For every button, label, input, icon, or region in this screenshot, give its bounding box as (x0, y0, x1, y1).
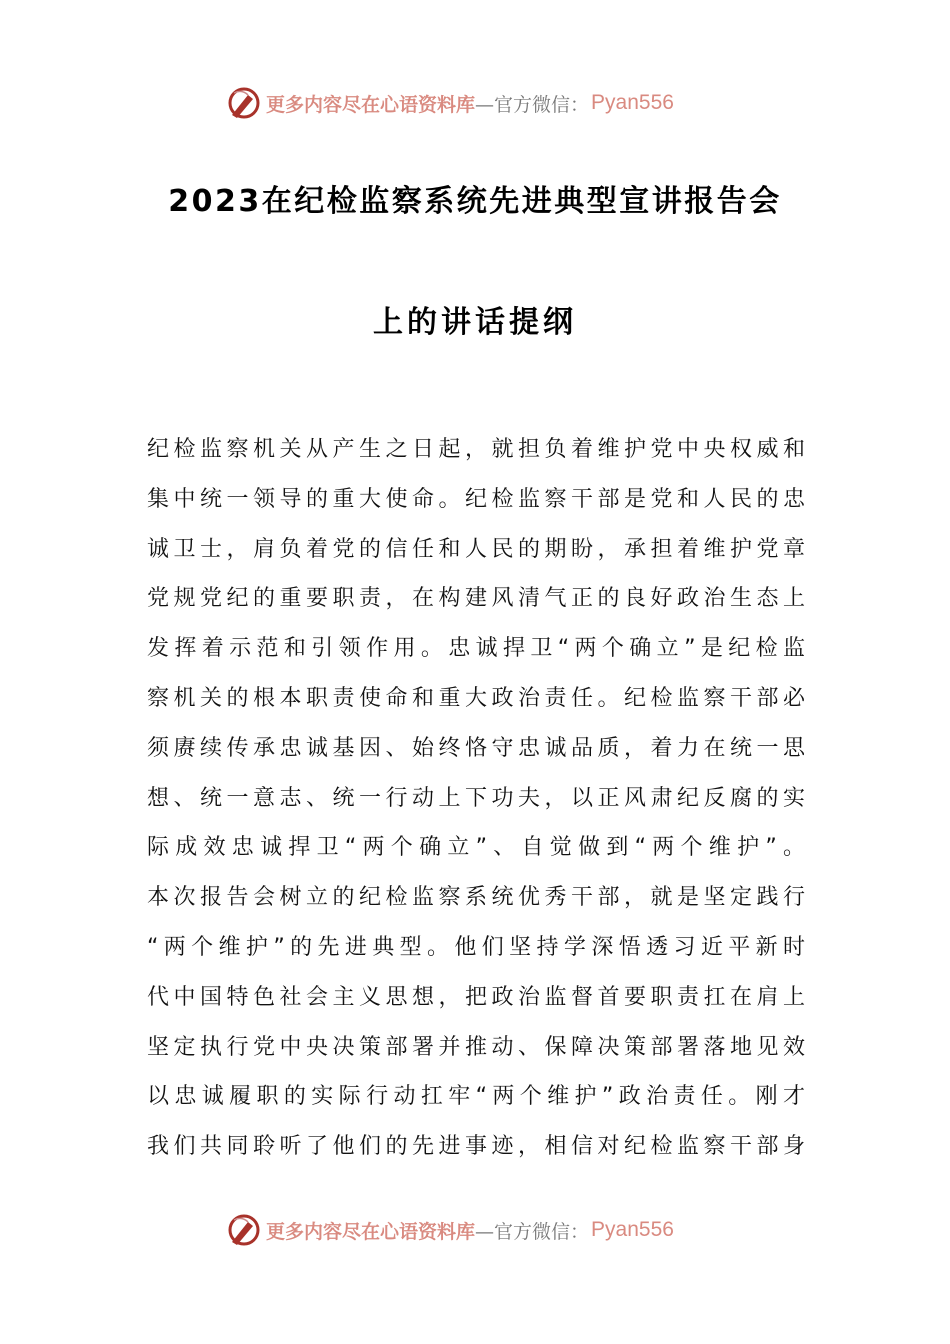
body-line: 须赓续传承忠诚基因、始终恪守忠诚品质，着力在统一思 (147, 735, 805, 761)
body-line: 代中国特色社会主义思想，把政治监督首要职责扛在肩上 (147, 984, 805, 1010)
body-line: 以忠诚履职的实际行动扛牢“两个维护”政治责任。刚才 (147, 1084, 805, 1110)
body-line: “两个维护”的先进典型。他们坚持学深悟透习近平新时 (147, 934, 805, 960)
pen-logo-icon (226, 85, 262, 121)
body-line: 察机关的根本职责使命和重大政治责任。纪检监察干部必 (147, 685, 805, 711)
body-line: 集中统一领导的重大使命。纪检监察干部是党和人民的忠 (147, 486, 805, 512)
banner-label: —官方微信： (475, 1220, 590, 1243)
body-line: 想、统一意志、统一行动上下功夫，以正风肃纪反腐的实 (147, 785, 805, 811)
body-line: 党规党纪的重要职责，在构建风清气正的良好政治生态上 (147, 586, 805, 612)
body-line: 我们共同聆听了他们的先进事迹，相信对纪检监察干部身 (147, 1134, 805, 1160)
header-banner (226, 85, 674, 121)
banner-text: 更多内容尽在心语资料库 (266, 93, 476, 116)
pen-logo-icon (226, 1212, 262, 1248)
body-line: 诚卫士，肩负着党的信任和人民的期盼，承担着维护党章 (147, 536, 805, 562)
document-title-line1: 2023在纪检监察系统先进典型宣讲报告会 (168, 184, 782, 219)
body-line: 纪检监察机关从产生之日起，就担负着维护党中央权威和 (147, 437, 805, 462)
wechat-id: Pyan556 (591, 91, 674, 114)
body-line: 本次报告会树立的纪检监察系统优秀干部，就是坚定践行 (147, 885, 805, 911)
body-line: 际成效忠诚捍卫“两个确立”、自觉做到“两个维护”。 (147, 835, 805, 861)
wechat-id: Pyan556 (591, 1218, 674, 1241)
body-line: 坚定执行党中央决策部署并推动、保障决策部署落地见效 (147, 1034, 805, 1060)
document-title-line2: 上的讲话提纲 (373, 305, 577, 340)
banner-label: —官方微信： (475, 93, 590, 116)
document-body (147, 434, 805, 1181)
banner-text: 更多内容尽在心语资料库 (266, 1220, 476, 1243)
footer-banner (226, 1212, 674, 1248)
body-line: 发挥着示范和引领作用。忠诚捍卫“两个确立”是纪检监 (147, 636, 805, 662)
